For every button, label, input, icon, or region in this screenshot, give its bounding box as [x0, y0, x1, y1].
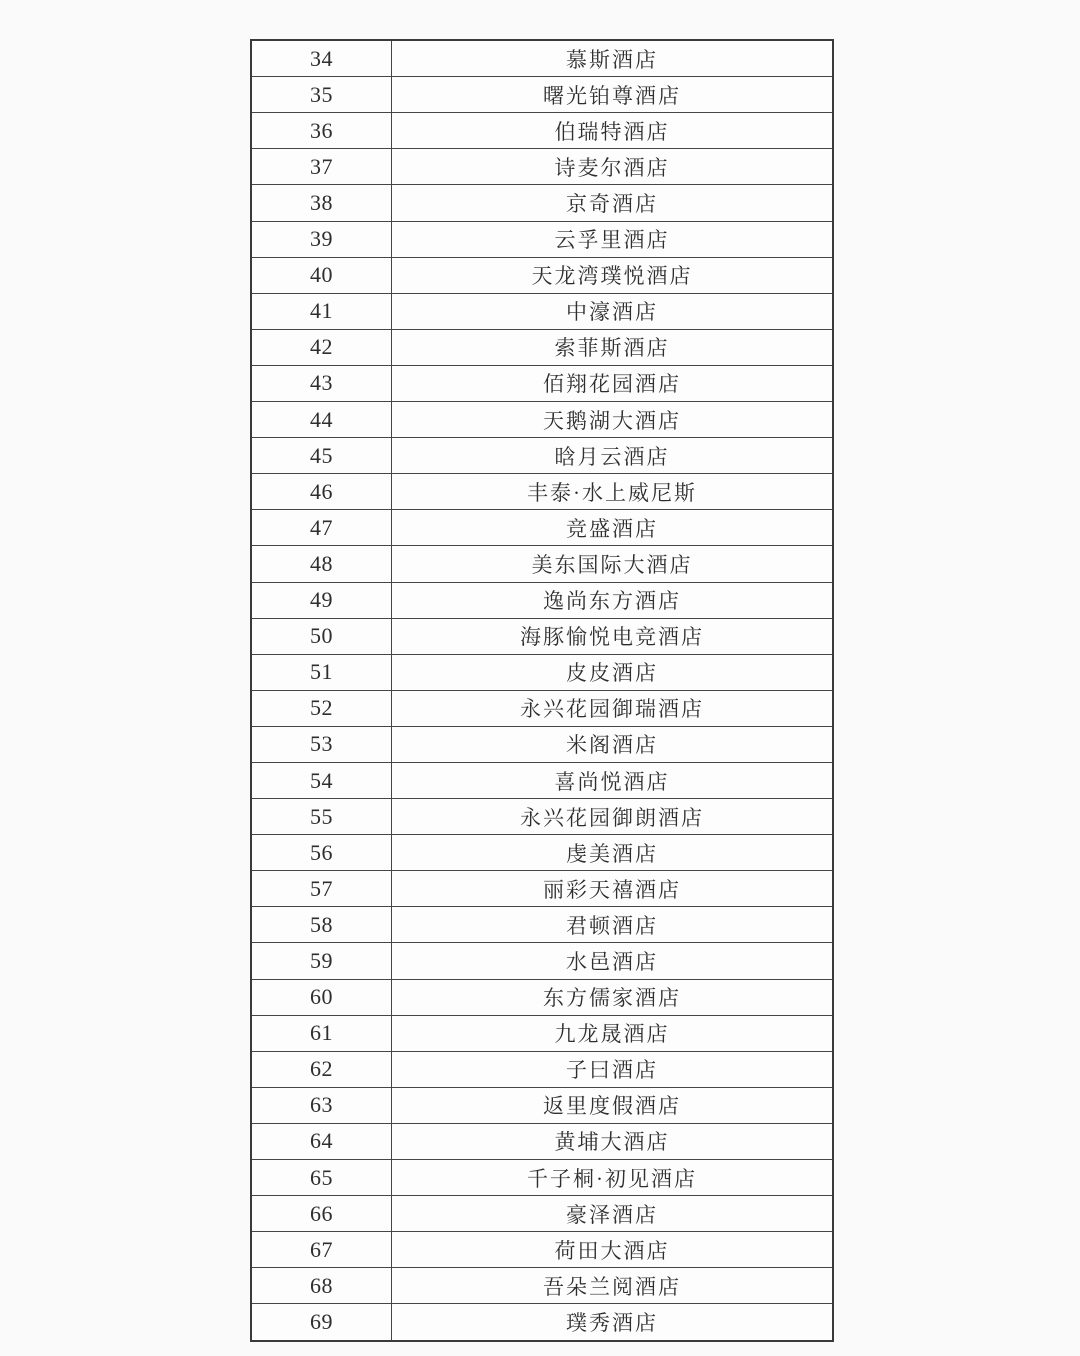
hotel-name-cell: 索菲斯酒店 — [391, 329, 833, 365]
hotel-name-cell: 米阁酒店 — [391, 726, 833, 762]
table-row — [251, 77, 833, 113]
table-row — [251, 943, 833, 979]
row-number-cell: 64 — [251, 1123, 391, 1159]
table-row — [251, 618, 833, 654]
hotel-name-cell: 曙光铂尊酒店 — [391, 77, 833, 113]
row-number-cell: 51 — [251, 654, 391, 690]
row-number-cell: 69 — [251, 1304, 391, 1341]
table-row — [251, 257, 833, 293]
table-row — [251, 474, 833, 510]
row-number-cell: 50 — [251, 618, 391, 654]
table-row — [251, 1015, 833, 1051]
row-number-cell: 38 — [251, 185, 391, 221]
hotel-name-cell: 九龙晟酒店 — [391, 1015, 833, 1051]
table-row — [251, 1087, 833, 1123]
table-row — [251, 762, 833, 798]
table-row — [251, 149, 833, 185]
table-row — [251, 1232, 833, 1268]
table-row — [251, 1304, 833, 1341]
table-row — [251, 654, 833, 690]
hotel-list-table-container — [250, 39, 834, 1342]
row-number-cell: 60 — [251, 979, 391, 1015]
row-number-cell: 34 — [251, 40, 391, 77]
row-number-cell: 40 — [251, 257, 391, 293]
hotel-name-cell: 千子桐·初见酒店 — [391, 1160, 833, 1196]
row-number-cell: 65 — [251, 1160, 391, 1196]
table-row — [251, 726, 833, 762]
hotel-list-table — [250, 39, 834, 1342]
table-row — [251, 835, 833, 871]
row-number-cell: 53 — [251, 726, 391, 762]
row-number-cell: 42 — [251, 329, 391, 365]
row-number-cell: 35 — [251, 77, 391, 113]
row-number-cell: 45 — [251, 438, 391, 474]
hotel-name-cell: 皮皮酒店 — [391, 654, 833, 690]
row-number-cell: 57 — [251, 871, 391, 907]
table-row — [251, 113, 833, 149]
hotel-name-cell: 竞盛酒店 — [391, 510, 833, 546]
hotel-name-cell: 海豚愉悦电竞酒店 — [391, 618, 833, 654]
hotel-name-cell: 丰泰·水上威尼斯 — [391, 474, 833, 510]
row-number-cell: 52 — [251, 690, 391, 726]
table-row — [251, 582, 833, 618]
table-row — [251, 1196, 833, 1232]
table-row — [251, 799, 833, 835]
row-number-cell: 62 — [251, 1051, 391, 1087]
hotel-name-cell: 天龙湾璞悦酒店 — [391, 257, 833, 293]
table-row — [251, 293, 833, 329]
hotel-table-body — [251, 40, 833, 1341]
hotel-name-cell: 君顿酒店 — [391, 907, 833, 943]
hotel-name-cell: 京奇酒店 — [391, 185, 833, 221]
hotel-name-cell: 返里度假酒店 — [391, 1087, 833, 1123]
row-number-cell: 58 — [251, 907, 391, 943]
hotel-name-cell: 子曰酒店 — [391, 1051, 833, 1087]
row-number-cell: 54 — [251, 762, 391, 798]
row-number-cell: 63 — [251, 1087, 391, 1123]
row-number-cell: 55 — [251, 799, 391, 835]
hotel-name-cell: 中濠酒店 — [391, 293, 833, 329]
hotel-name-cell: 黄埔大酒店 — [391, 1123, 833, 1159]
hotel-name-cell: 美东国际大酒店 — [391, 546, 833, 582]
row-number-cell: 41 — [251, 293, 391, 329]
hotel-name-cell: 伯瑞特酒店 — [391, 113, 833, 149]
hotel-name-cell: 荷田大酒店 — [391, 1232, 833, 1268]
hotel-name-cell: 永兴花园御瑞酒店 — [391, 690, 833, 726]
table-row — [251, 1051, 833, 1087]
hotel-name-cell: 水邑酒店 — [391, 943, 833, 979]
row-number-cell: 37 — [251, 149, 391, 185]
table-row — [251, 907, 833, 943]
table-row — [251, 690, 833, 726]
hotel-name-cell: 璞秀酒店 — [391, 1304, 833, 1341]
hotel-name-cell: 云孚里酒店 — [391, 221, 833, 257]
row-number-cell: 36 — [251, 113, 391, 149]
row-number-cell: 49 — [251, 582, 391, 618]
row-number-cell: 47 — [251, 510, 391, 546]
table-row — [251, 329, 833, 365]
hotel-name-cell: 东方儒家酒店 — [391, 979, 833, 1015]
row-number-cell: 61 — [251, 1015, 391, 1051]
row-number-cell: 44 — [251, 402, 391, 438]
table-row — [251, 221, 833, 257]
table-row — [251, 365, 833, 401]
table-row — [251, 1123, 833, 1159]
hotel-name-cell: 吾朵兰阅酒店 — [391, 1268, 833, 1304]
table-row — [251, 402, 833, 438]
table-row — [251, 510, 833, 546]
row-number-cell: 43 — [251, 365, 391, 401]
row-number-cell: 67 — [251, 1232, 391, 1268]
hotel-name-cell: 诗麦尔酒店 — [391, 149, 833, 185]
hotel-name-cell: 慕斯酒店 — [391, 40, 833, 77]
row-number-cell: 59 — [251, 943, 391, 979]
table-row — [251, 979, 833, 1015]
row-number-cell: 66 — [251, 1196, 391, 1232]
hotel-name-cell: 丽彩天禧酒店 — [391, 871, 833, 907]
row-number-cell: 56 — [251, 835, 391, 871]
hotel-name-cell: 喜尚悦酒店 — [391, 762, 833, 798]
table-row — [251, 871, 833, 907]
row-number-cell: 48 — [251, 546, 391, 582]
hotel-name-cell: 虔美酒店 — [391, 835, 833, 871]
hotel-name-cell: 豪泽酒店 — [391, 1196, 833, 1232]
hotel-name-cell: 佰翔花园酒店 — [391, 365, 833, 401]
row-number-cell: 46 — [251, 474, 391, 510]
table-row — [251, 40, 833, 77]
table-row — [251, 185, 833, 221]
table-row — [251, 1160, 833, 1196]
table-row — [251, 1268, 833, 1304]
table-row — [251, 438, 833, 474]
hotel-name-cell: 晗月云酒店 — [391, 438, 833, 474]
row-number-cell: 68 — [251, 1268, 391, 1304]
table-row — [251, 546, 833, 582]
row-number-cell: 39 — [251, 221, 391, 257]
hotel-name-cell: 永兴花园御朗酒店 — [391, 799, 833, 835]
hotel-name-cell: 逸尚东方酒店 — [391, 582, 833, 618]
hotel-name-cell: 天鹅湖大酒店 — [391, 402, 833, 438]
